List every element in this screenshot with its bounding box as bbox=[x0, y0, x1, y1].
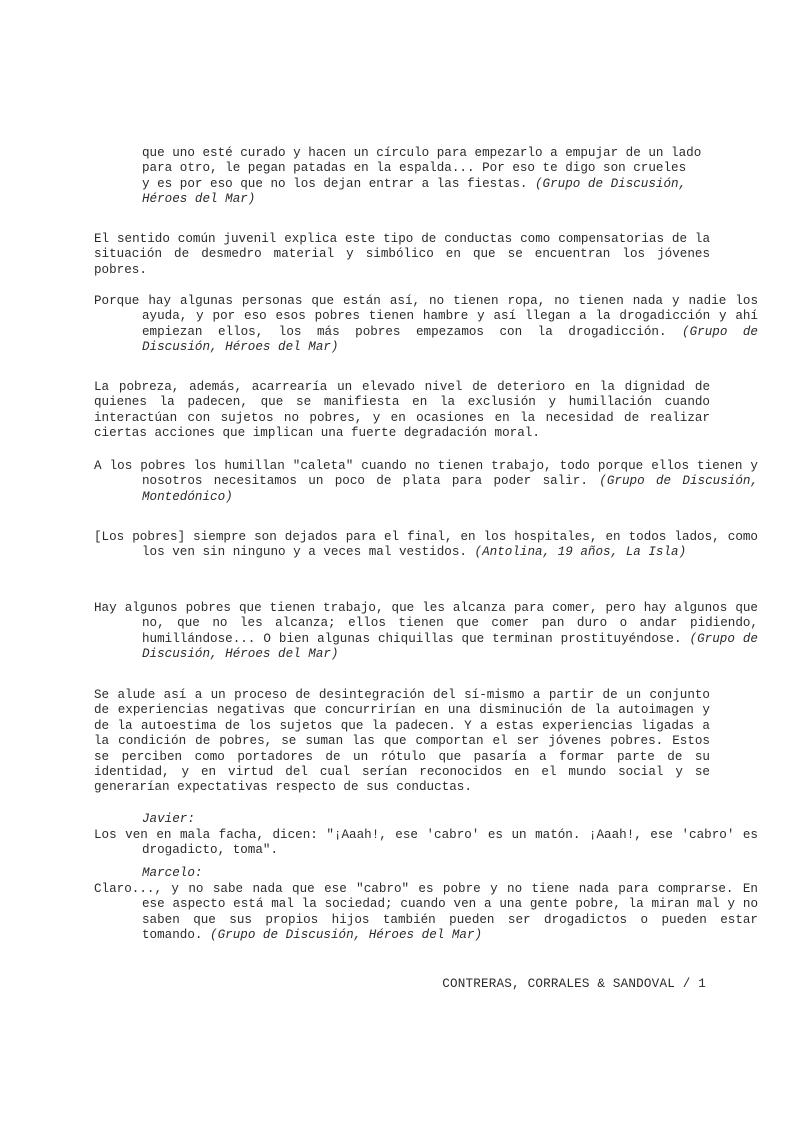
paragraph-text: El sentido común juvenil explica este tipo de conductas como compensatorias de la situación de desmedro material y simbólico en que se encuentran los jóvenes pobres. bbox=[94, 232, 710, 277]
quote-line: y es por eso que no los dejan entrar a las fiestas. bbox=[142, 176, 528, 191]
quote-block bbox=[94, 459, 758, 505]
dialogue-line bbox=[94, 882, 758, 944]
quote-text: [Los pobres] siempre son dejados para el final, en los hospitales, en todos lados, como los ven sin ninguno y a veces mal vestidos. bbox=[94, 530, 758, 560]
body-paragraph bbox=[94, 232, 710, 278]
paragraph-text: La pobreza, además, acarrearía un elevado nivel de deterioro en la dignidad de quienes la padecen, que se manifiesta en la exclusión y humillación cuando interactúan con sujetos no pobres, y en ocasiones en la necesidad de realizar ciertas acciones que implican una fuerte degradación moral. bbox=[94, 380, 710, 441]
quote-source: (Grupo de Discusión, Héroes del Mar) bbox=[142, 324, 758, 355]
quote-block bbox=[94, 530, 758, 561]
body-paragraph bbox=[94, 380, 710, 442]
quote-source: (Grupo de Discusión, Montedónico) bbox=[142, 474, 758, 504]
quote-block bbox=[94, 294, 758, 356]
dialogue-line bbox=[94, 828, 758, 859]
quote-text: Porque hay algunas personas que están así, no tienen ropa, no tienen nada y nadie los ayuda, y por eso esos pobres tienen hambre y así llegan a la drogadicción y ahí empiezan ellos, los más pobres empezamos con la drogadicción. bbox=[94, 294, 758, 339]
page-footer: CONTRERAS, CORRALES & SANDOVAL / 1 bbox=[442, 977, 706, 991]
dialogue-text: Los ven en mala facha, dicen: "¡Aaah!, ese 'cabro' es un matón. ¡Aaah!, ese 'cabro' es drogadicto, toma". bbox=[94, 828, 758, 858]
quote-source: (Grupo de Discusión, Héroes del Mar) bbox=[210, 928, 483, 943]
quote-continuation bbox=[94, 146, 758, 208]
speaker-name: Javier: bbox=[142, 812, 195, 826]
quote-text: Hay algunos pobres que tienen trabajo, que les alcanza para comer, pero hay algunos que no, que no les alcanza; ellos tienen que comer pan duro o andar pidiendo, humillándose... O bien algunas chiquillas que terminan prostituyéndose. bbox=[94, 601, 758, 646]
quote-source: (Antolina, 19 años, La Isla) bbox=[474, 545, 687, 560]
quote-source-cont: Héroes del Mar) bbox=[142, 192, 256, 207]
paragraph-text: Se alude así a un proceso de desintegración del sí-mismo a partir de un conjunto de experiencias negativas que concurrirían en una disminución de la autoimagen y de la autoestima de los sujetos que la padecen. Y a estas experiencias ligadas a la condición de pobres, se suman las que comportan el ser jóvenes pobres. Estos se perciben como portadores de un rótulo que pasaría a formar parte de su identidad, y en virtud del cual serían reconocidos en el mundo social y se generarían expectativas respecto de sus conductas. bbox=[94, 688, 710, 795]
speaker-name: Marcelo: bbox=[142, 866, 203, 880]
quote-line: que uno esté curado y hacen un círculo para empezarlo a empujar de un lado bbox=[142, 146, 702, 160]
quote-source: (Grupo de Discusión, Héroes del Mar) bbox=[142, 631, 758, 662]
body-paragraph bbox=[94, 688, 710, 796]
quote-block bbox=[94, 601, 758, 663]
quote-text: A los pobres los humillan "caleta" cuando no tienen trabajo, todo porque ellos tienen y nosotros necesitamos un poco de plata para poder salir. bbox=[94, 459, 758, 489]
dialogue-text: Claro..., y no sabe nada que ese "cabro" es pobre y no tiene nada para comprarse. En ese aspecto está mal la sociedad; cuando ven a una gente pobre, la miran mal y no saben que sus propios hijos también pueden ser drogadictos o pueden estar tomando. bbox=[94, 882, 758, 943]
quote-source: (Grupo de Discusión, bbox=[535, 176, 687, 191]
quote-line: para otro, le pegan patadas en la espalda... Por eso te digo son crueles bbox=[142, 161, 687, 176]
